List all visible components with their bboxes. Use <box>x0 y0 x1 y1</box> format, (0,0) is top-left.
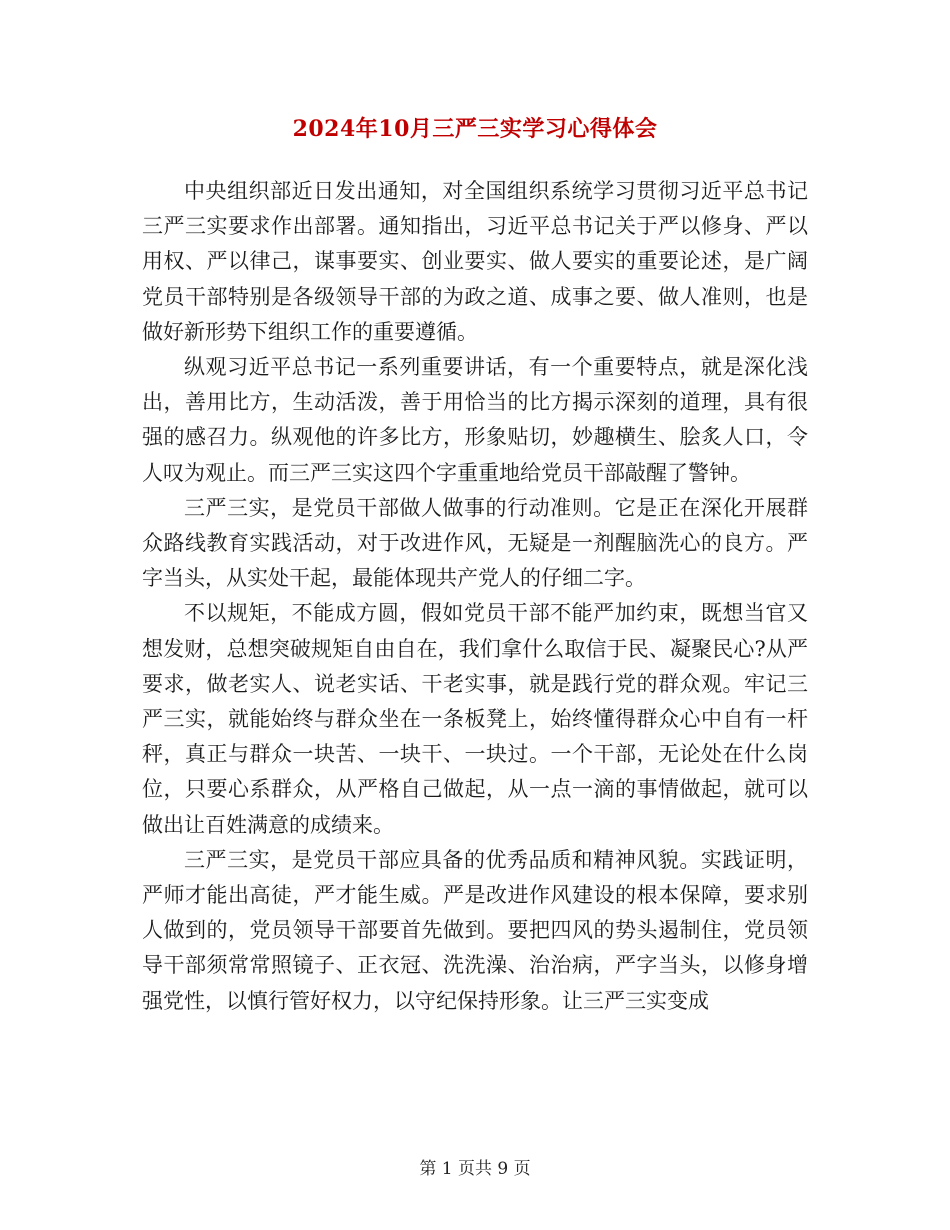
paragraph-5: 三严三实，是党员干部应具备的优秀品质和精神风貌。实践证明，严师才能出高徒，严才能生威。严是改进作风建设的根本保障，要求别人做到的，党员领导干部要首先做到。要把四风的势头遏制住，党员领导干部须常常照镜子、正衣冠、洗洗澡、治治病，严字当头，以修身增强党性，以慎行管好权力，以守纪保持形象。让三严三实变成 <box>142 847 808 1013</box>
paragraph-4: 不以规矩，不能成方圆，假如党员干部不能严加约束，既想当官又想发财，总想突破规矩自由自在，我们拿什么取信于民、凝聚民心?从严要求，做老实人、说老实话、干老实事，就是践行党的群众观。牢记三严三实，就能始终与群众坐在一条板凳上，始终懂得群众心中自有一杆秤，真正与群众一块苦、一块干、一块过。一个干部，无论处在什么岗位，只要心系群众，从严格自己做起，从一点一滴的事情做起，就可以做出让百姓满意的成绩来。 <box>142 601 808 837</box>
paragraph-2: 纵观习近平总书记一系列重要讲话，有一个重要特点，就是深化浅出，善用比方，生动活泼，善于用恰当的比方揭示深刻的道理，具有很强的感召力。纵观他的许多比方，形象贴切，妙趣横生、脍炙人口，令人叹为观止。而三严三实这四个字重重地给党员干部敲醒了警钟。 <box>142 355 808 485</box>
document-title: 2024年10月三严三实学习心得体会 <box>292 116 658 142</box>
paragraph-3: 三严三实，是党员干部做人做事的行动准则。它是正在深化开展群众路线教育实践活动，对于改进作风，无疑是一剂醒脑洗心的良方。严字当头，从实处干起，最能体现共产党人的仔细二字。 <box>142 495 808 591</box>
document-body <box>142 174 808 1019</box>
page-number-footer: 第 1 页共 9 页 <box>419 1159 531 1179</box>
paragraph-1: 中央组织部近日发出通知，对全国组织系统学习贯彻习近平总书记三严三实要求作出部署。通知指出，习近平总书记关于严以修身、严以用权、严以律己，谋事要实、创业要实、做人要实的重要论述，是广阔党员干部特别是各级领导干部的为政之道、成事之要、做人准则，也是做好新形势下组织工作的重要遵循。 <box>142 179 808 344</box>
